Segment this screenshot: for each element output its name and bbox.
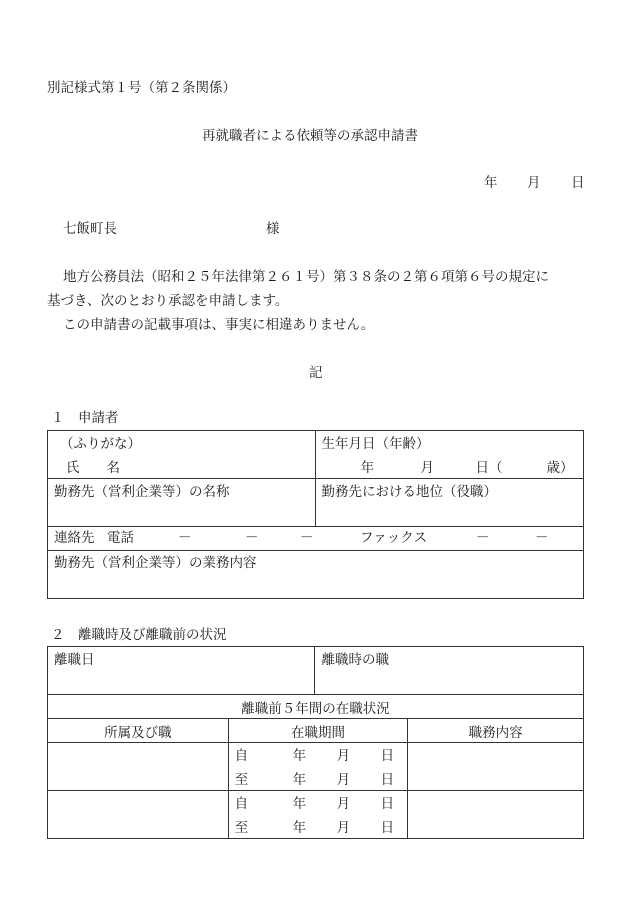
document-title: 再就職者による依頼等の承認申請書	[202, 128, 418, 144]
date-month: 月	[527, 175, 541, 191]
to-label: 至	[234, 820, 249, 836]
birth-label: 生年月日（年齢）	[321, 436, 430, 452]
history-row-2-dept	[48, 791, 229, 839]
paragraph-1-line-1: 地方公務員法（昭和２５年法律第２６１号）第３８条の２第６項第６号の規定に	[63, 269, 549, 285]
retire-post-cell	[315, 647, 584, 695]
from-day: 日	[380, 796, 395, 812]
from-day: 日	[380, 748, 395, 764]
paragraph-2: この申請書の記載事項は、事実に相違ありません。	[63, 317, 375, 333]
col-period-label: 在職期間	[290, 724, 345, 741]
history-row-2-period	[228, 791, 408, 839]
name-cell	[48, 431, 316, 479]
retire-date-label: 離職日	[54, 652, 95, 668]
history-row-1-duties	[408, 743, 584, 791]
date-year: 年	[484, 175, 498, 191]
history-title: 離職前５年間の在職状況	[241, 700, 390, 717]
history-row-1-dept	[48, 743, 229, 791]
retirement-table	[47, 646, 584, 839]
from-month: 月	[336, 748, 351, 764]
position-cell	[315, 479, 584, 527]
furigana-label: （ふりがな）	[60, 436, 141, 452]
from-month: 月	[336, 796, 351, 812]
honorific: 様	[266, 221, 280, 237]
contact-cell	[48, 527, 584, 551]
from-year: 年	[292, 748, 307, 764]
section-2-heading: ２ 離職時及び離職前の状況	[51, 627, 227, 643]
contact-label: 連絡先	[54, 530, 95, 546]
section-1-heading: １ 申請者	[51, 410, 119, 426]
col-dept-label: 所属及び職	[104, 724, 172, 741]
history-row-2-duties	[408, 791, 584, 839]
business-cell	[48, 551, 584, 599]
fax-label: ファックス	[360, 530, 428, 546]
fax-dash-1: －	[476, 530, 490, 546]
to-day: 日	[380, 820, 395, 836]
addressee: 七飯町長	[63, 221, 117, 237]
to-month: 月	[336, 820, 351, 836]
phone-dash-2: －	[245, 530, 259, 546]
phone-dash-3: －	[300, 530, 314, 546]
from-label: 自	[234, 796, 249, 812]
date-day: 日	[571, 175, 585, 191]
name-label: 氏 名	[66, 460, 120, 476]
position-label: 勤務先における地位（役職）	[321, 484, 497, 500]
col-duties-header	[408, 719, 584, 743]
employer-name-label: 勤務先（営利企業等）の名称	[54, 484, 230, 500]
business-label: 勤務先（営利企業等）の業務内容	[54, 555, 257, 571]
phone-dash-1: －	[178, 530, 192, 546]
form-label: 別記様式第１号（第２条関係）	[47, 80, 236, 96]
birth-year: 年	[360, 460, 374, 476]
to-day: 日	[380, 772, 395, 788]
from-year: 年	[292, 796, 307, 812]
col-dept-header	[48, 719, 229, 743]
col-period-header	[228, 719, 408, 743]
phone-label: 電話	[107, 530, 134, 546]
retire-post-label: 離職時の職	[321, 652, 389, 668]
birth-cell	[315, 431, 584, 479]
to-year: 年	[292, 820, 307, 836]
applicant-table	[47, 430, 584, 599]
ki-label: 記	[309, 365, 323, 381]
employer-name-cell	[48, 479, 316, 527]
from-label: 自	[234, 748, 249, 764]
paragraph-1-line-2: 基づき、次のとおり承認を申請します。	[47, 293, 289, 309]
retire-date-cell	[48, 647, 315, 695]
to-month: 月	[336, 772, 351, 788]
to-label: 至	[234, 772, 249, 788]
fax-dash-2: －	[535, 530, 549, 546]
col-duties-label: 職務内容	[468, 724, 523, 741]
birth-month: 月	[420, 460, 434, 476]
history-row-1-period	[228, 743, 408, 791]
history-title-cell	[48, 695, 584, 719]
birth-age: 歳）	[546, 460, 574, 476]
birth-day: 日（	[475, 460, 503, 476]
to-year: 年	[292, 772, 307, 788]
